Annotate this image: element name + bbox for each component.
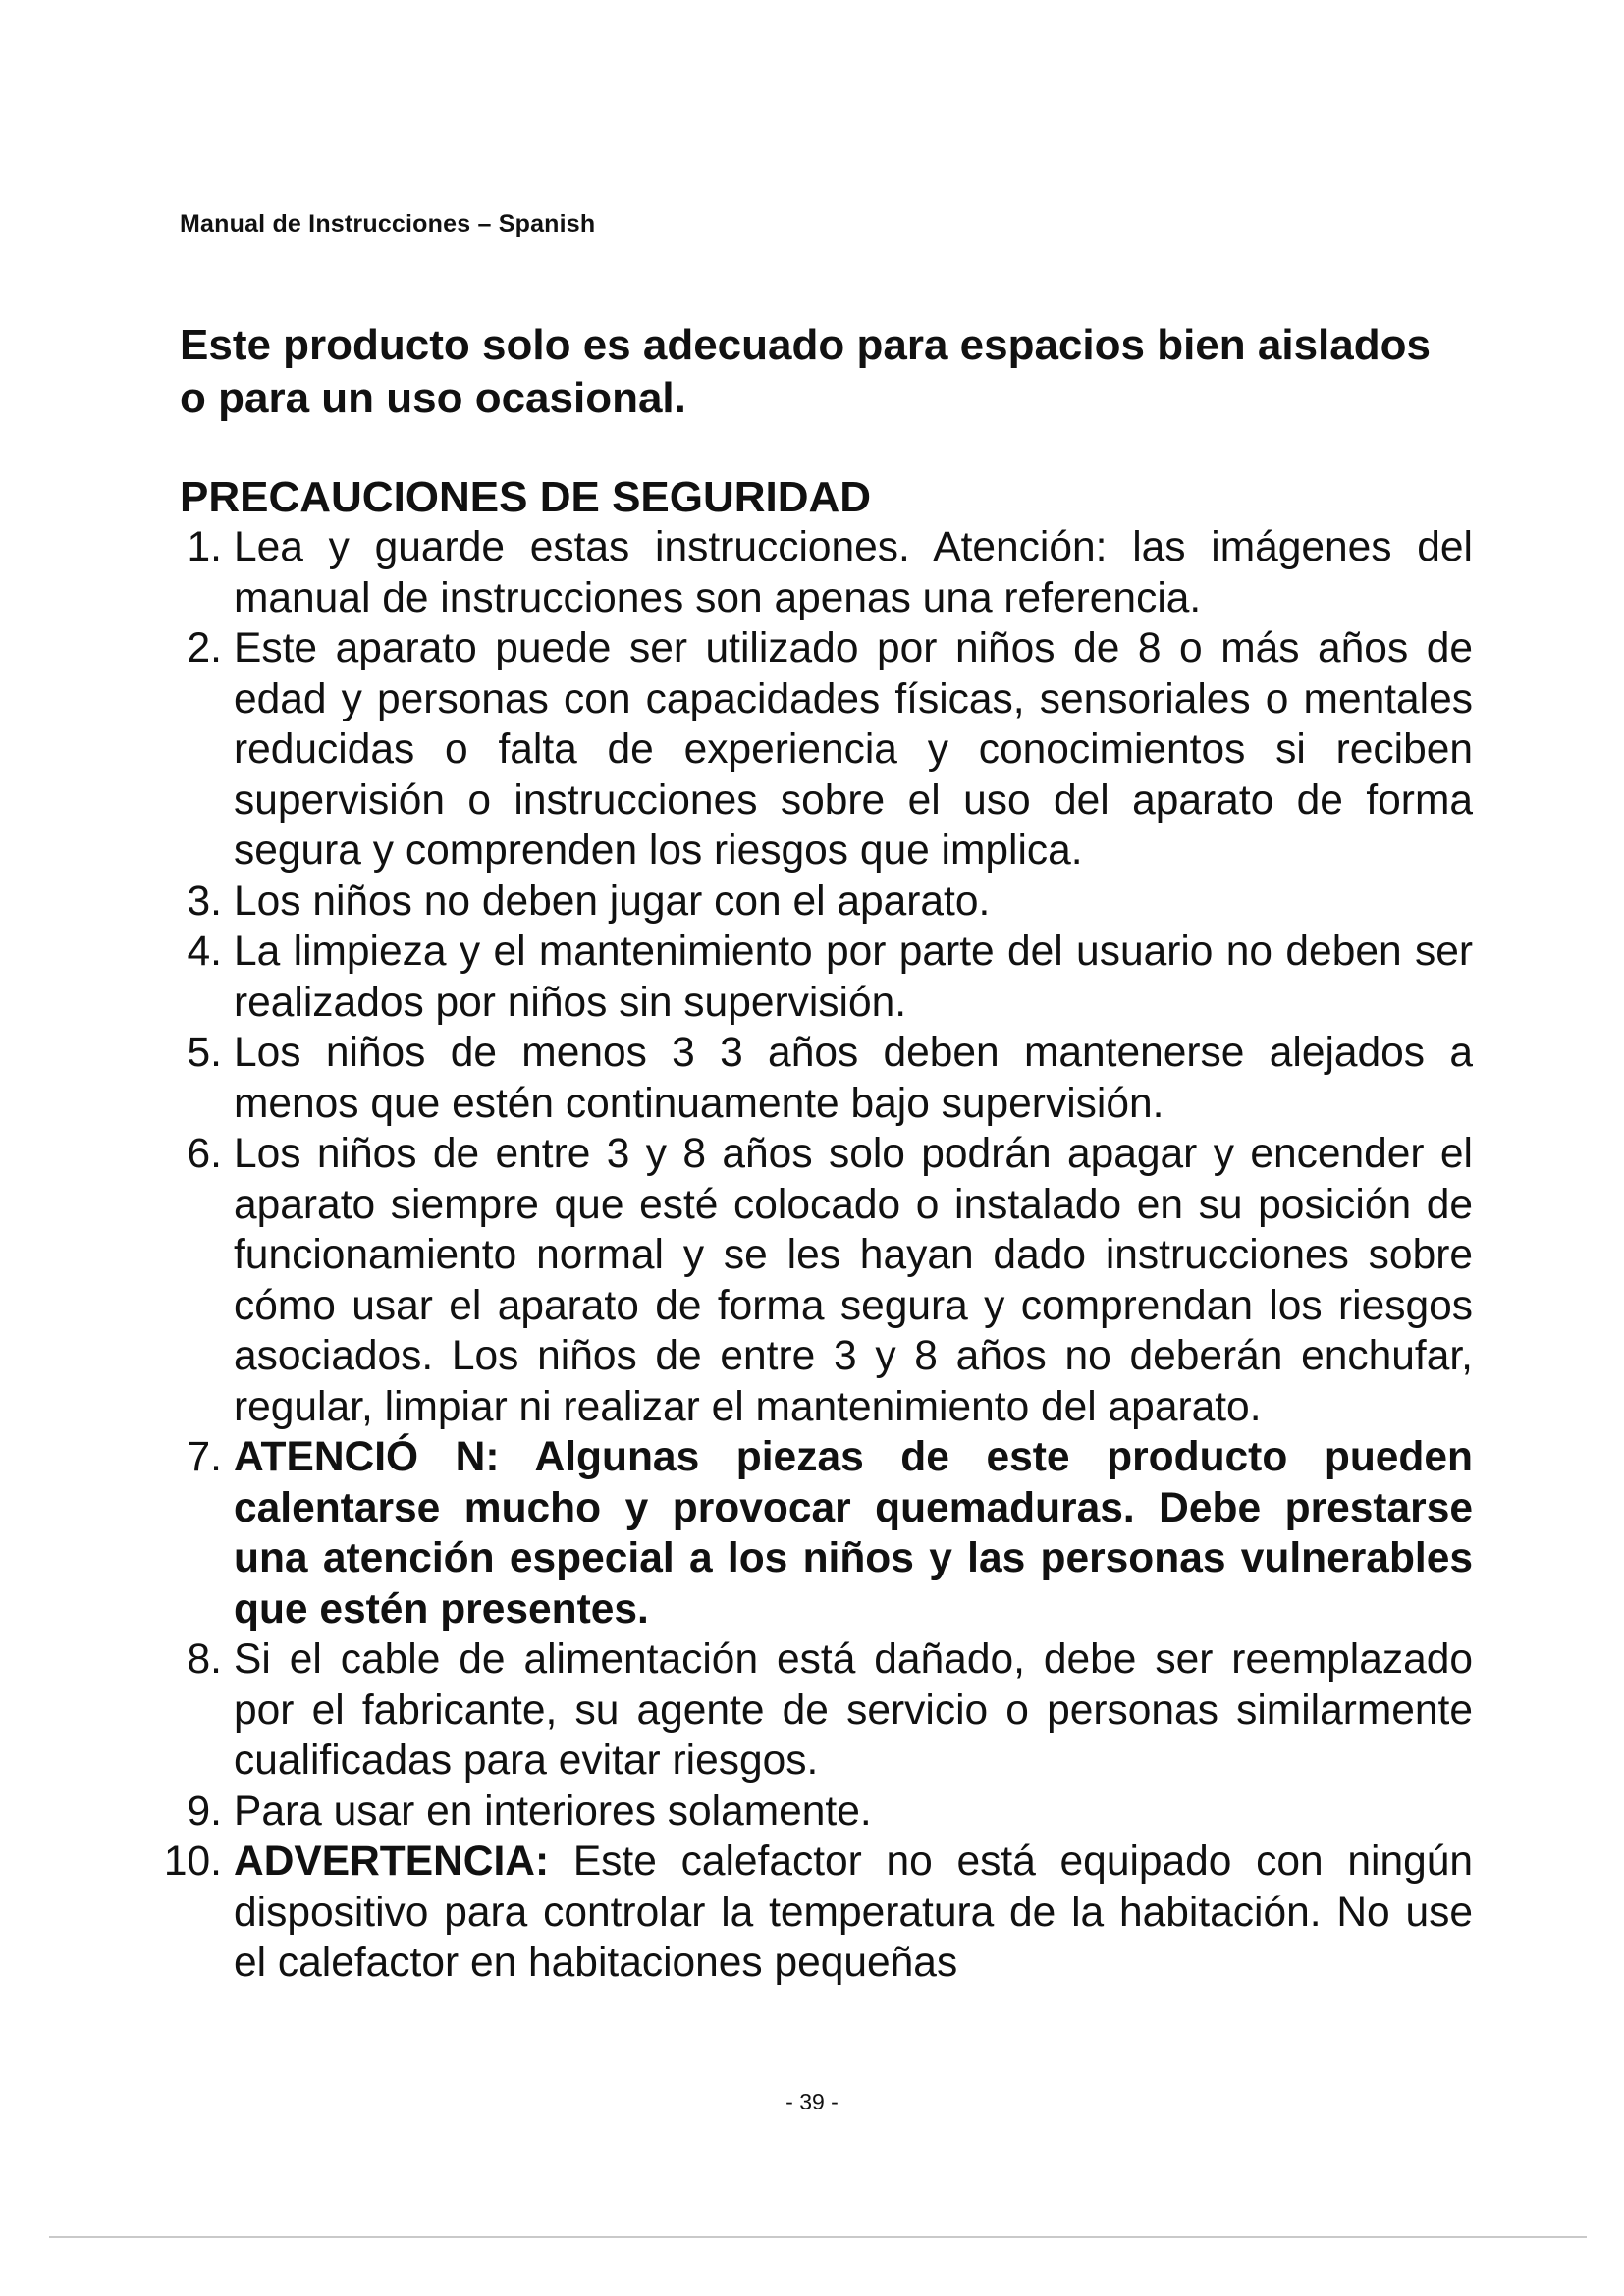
item-number: 4. (187, 929, 222, 975)
list-item (137, 1028, 1473, 1129)
item-text: Los niños no deben jugar con el aparato. (234, 878, 991, 925)
item-text: Los niños de menos 3 3 años deben mantenerse alejados a menos que estén continuamente bajo supervisión. (234, 1030, 1473, 1127)
list-item (137, 1432, 1473, 1634)
list-item (137, 623, 1473, 877)
item-number: 10. (163, 1839, 222, 1885)
bottom-divider (49, 2236, 1587, 2238)
list-item (137, 877, 1473, 928)
item-number: 7. (187, 1434, 222, 1480)
section-title: PRECAUCIONES DE SEGURIDAD (180, 473, 872, 521)
page-number: - 39 - (785, 2089, 839, 2114)
list-item (137, 522, 1473, 623)
item-text: Este aparato puede ser utilizado por niños de 8 o más años de edad y personas con capacidades físicas, sensoriales o mentales reducidas o falta de experiencia y conocimientos si reciben supervisión o instrucciones sobre el uso del aparato de forma segura y comprenden los riesgos que implica. (234, 625, 1473, 874)
item-lead: ADVERTENCIA: (234, 1839, 550, 1885)
item-number: 3. (187, 878, 222, 925)
safety-precautions-list (137, 522, 1473, 1989)
item-number: 1. (187, 524, 222, 570)
list-item (137, 1787, 1473, 1838)
intro-notice: Este producto solo es adecuado para espacios bien aislados o para un uso ocasional. (180, 321, 1431, 422)
item-text: Para usar en interiores solamente. (234, 1788, 872, 1835)
item-text: Si el cable de alimentación está dañado, debe ser reemplazado por el fabricante, su agente de servicio o personas similarmente cualificadas para evitar riesgos. (234, 1636, 1473, 1784)
item-text: La limpieza y el mantenimiento por parte del usuario no deben ser realizados por niños sin supervisión. (234, 929, 1473, 1026)
list-item (137, 1634, 1473, 1787)
item-number: 8. (187, 1636, 222, 1682)
list-item (137, 927, 1473, 1028)
item-text: Este calefactor no está equipado con ningún dispositivo para controlar la temperatura de la habitación. No use el calefactor en habitaciones pequeñas (234, 1839, 1473, 1986)
item-text: Los niños de entre 3 y 8 años solo podrán apagar y encender el aparato siempre que esté colocado o instalado en su posición de funcionamiento normal y se les hayan dado instrucciones sobre cómo usar el aparato de forma segura y comprendan los riesgos asociados. Los niños de entre 3 y 8 años no deberán enchufar, regular, limpiar ni realizar el mantenimiento del aparato. (234, 1131, 1473, 1430)
item-lead: ATENCIÓ N: Algunas piezas de este producto pueden calentarse mucho y provocar quemaduras. Debe prestarse una atención especial a los niños y las personas vulnerables que estén presentes. (234, 1434, 1473, 1632)
item-number: 2. (187, 625, 222, 671)
list-item (137, 1837, 1473, 1989)
item-number: 5. (187, 1030, 222, 1076)
manual-header: Manual de Instrucciones – Spanish (180, 210, 596, 238)
item-number: 6. (187, 1131, 222, 1177)
item-number: 9. (187, 1788, 222, 1835)
list-item (137, 1129, 1473, 1432)
item-text: Lea y guarde estas instrucciones. Atención: las imágenes del manual de instrucciones son apenas una referencia. (234, 524, 1473, 621)
